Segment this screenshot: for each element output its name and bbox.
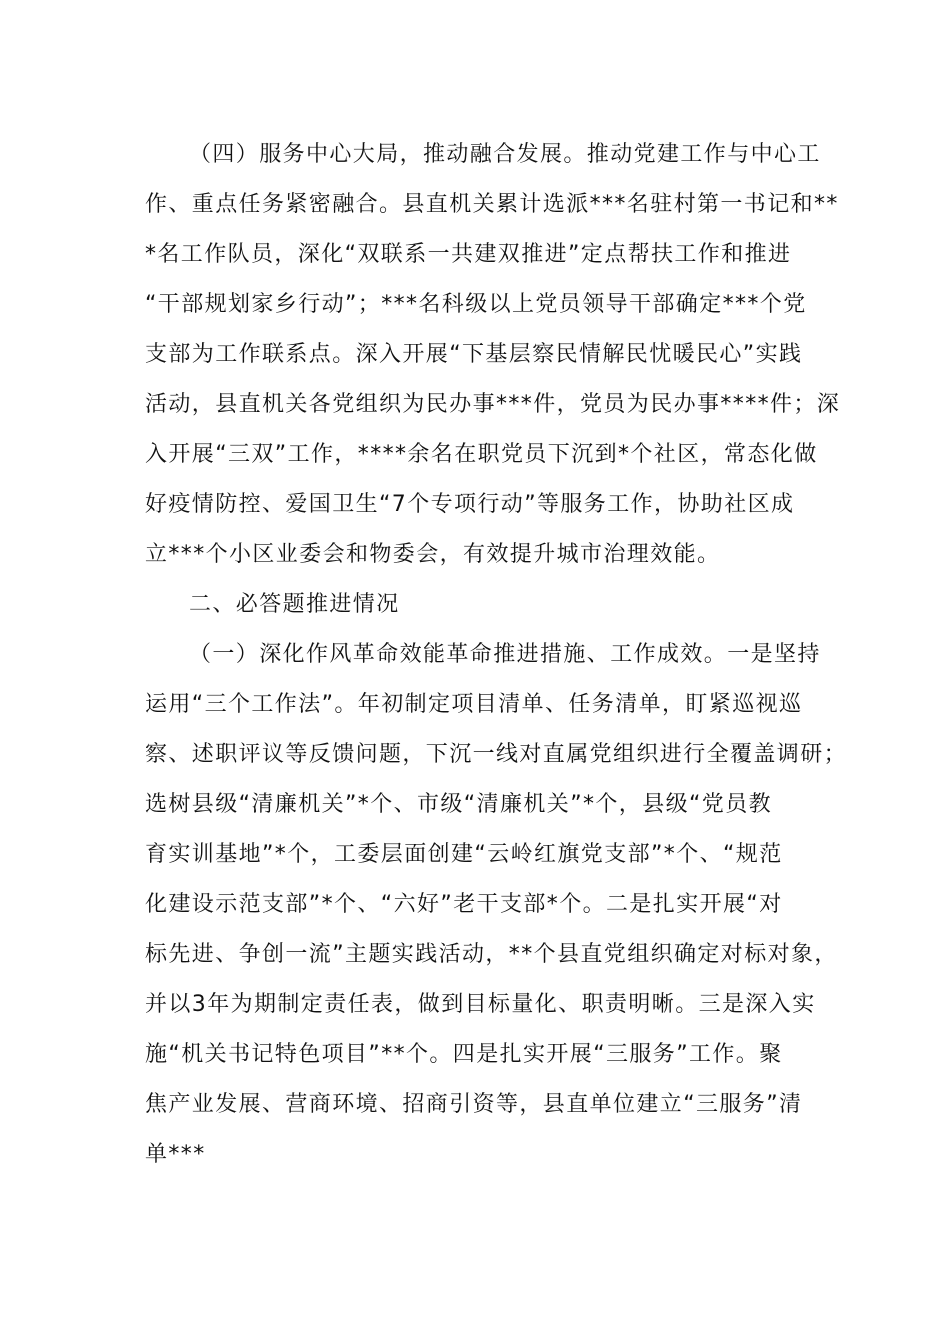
paragraph-one-line-2: 运用“三个工作法”。年初制定项目清单、任务清单，盯紧巡视巡: [145, 692, 803, 717]
paragraph-four-line-7: 入开展“三双”工作，****余名在职党员下沉到*个社区，常态化做: [145, 442, 818, 467]
paragraph-one-line-3: 察、述职评议等反馈问题，下沉一线对直属党组织进行全覆盖调研；: [145, 742, 848, 767]
paragraph-one-line-9: 施“机关书记特色项目”**个。四是扎实开展“三服务”工作。聚: [145, 1042, 783, 1067]
paragraph-one-line-7: 标先进、争创一流”主题实践活动，**个县直党组织确定对标对象，: [145, 942, 838, 967]
paragraph-one-line-4: 选树县级“清廉机关”*个、市级“清廉机关”*个，县级“党员教: [145, 792, 772, 817]
paragraph-one-line-10: 焦产业发展、营商环境、招商引资等，县直单位建立“三服务”清: [145, 1092, 803, 1117]
paragraph-four-line-5: 支部为工作联系点。深入开展“下基层察民情解民忧暖民心”实践: [145, 342, 803, 367]
paragraph-four-line-6: 活动，县直机关各党组织为民办事***件，党员为民办事****件；深: [145, 392, 841, 417]
paragraph-four-line-2: 作、重点任务紧密融合。县直机关累计选派***名驻村第一书记和**: [145, 192, 839, 217]
paragraph-four-line-8: 好疫情防控、爱国卫生“7个专项行动”等服务工作，协助社区成: [145, 492, 795, 517]
paragraph-one-line-8: 并以3年为期制定责任表，做到目标量化、职责明晰。三是深入实: [145, 992, 816, 1017]
paragraph-one-line-6: 化建设示范支部”*个、“六好”老干支部*个。二是扎实开展“对: [145, 892, 783, 917]
paragraph-one-line-1: （一）深化作风革命效能革命推进措施、工作成效。一是坚持: [189, 642, 821, 667]
paragraph-four-line-4: “干部规划家乡行动”；***名科级以上党员领导干部确定***个党: [145, 292, 807, 317]
paragraph-four-line-9: 立***个小区业委会和物委会，有效提升城市治理效能。: [145, 542, 721, 567]
paragraph-four-line-3: *名工作队员，深化“双联系一共建双推进”定点帮扶工作和推进: [145, 242, 792, 267]
section-two-heading: 二、必答题推进情况: [189, 592, 400, 617]
paragraph-one-line-11: 单***: [145, 1142, 206, 1167]
paragraph-four-line-1: （四）服务中心大局，推动融合发展。推动党建工作与中心工: [189, 142, 821, 167]
paragraph-one-line-5: 育实训基地”*个，工委层面创建“云岭红旗党支部”*个、“规范: [145, 842, 783, 867]
